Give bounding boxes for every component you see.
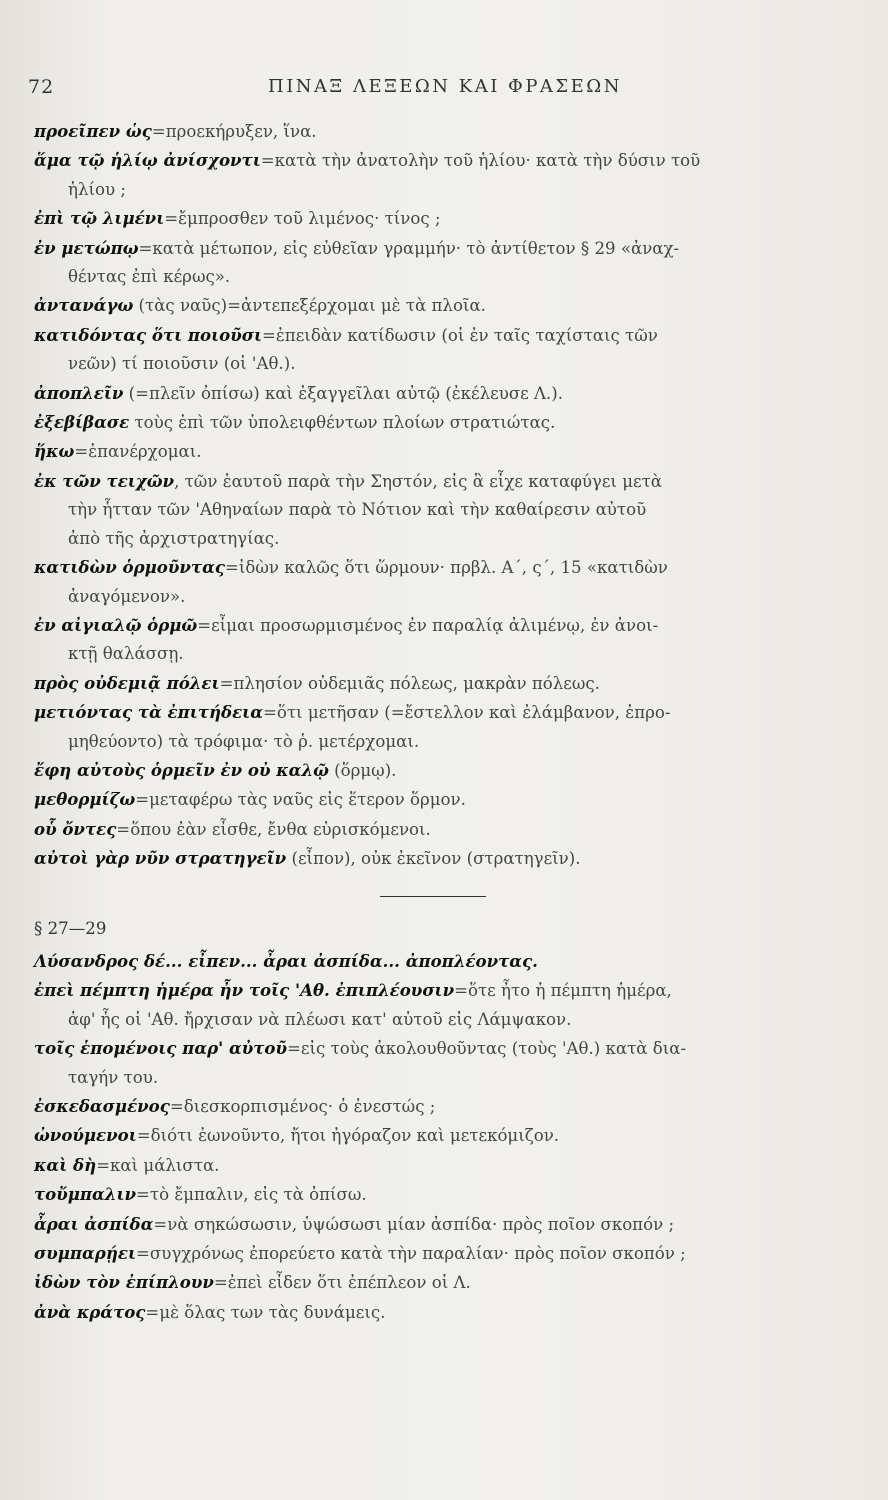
- glossary-line: [34, 640, 854, 668]
- glossary-definition: μηθεύοντο) τὰ τρόφιμα· τὸ ῥ. μετέρχομαι.: [68, 731, 420, 751]
- glossary-line: [34, 1121, 854, 1150]
- glossary-definition: =συγχρόνως ἐπορεύετο κατὰ τὴν παραλίαν· πρὸς ποῖον σκοπόν ;: [136, 1244, 686, 1264]
- glossary-definition: νεῶν) τί ποιοῦσιν (οἱ 'Αθ.).: [68, 354, 296, 374]
- glossary-lemma: ἰδὼν τὸν ἐπίπλουν: [34, 1272, 214, 1293]
- section-heading: § 27—29: [34, 918, 107, 938]
- glossary-definition: =ἐπεὶ εἶδεν ὅτι ἐπέπλεον οἱ Λ.: [213, 1273, 471, 1293]
- glossary-lemma: κατιδὼν ὁρμοῦντας: [34, 557, 225, 578]
- glossary-lemma: ἐπὶ τῷ λιμένι: [34, 208, 165, 229]
- glossary-lemma: ἀποπλεῖν: [34, 382, 124, 403]
- glossary-lemma: τοῖς ἑπομένοις παρ' αὐτοῦ: [34, 1038, 288, 1059]
- glossary-line: [34, 815, 854, 844]
- glossary-line: [34, 1180, 854, 1209]
- glossary-definition: =κατὰ μέτωπον, εἰς εὐθεῖαν γραμμήν· τὸ ἀντίθετον § 29 «ἀναχ-: [138, 238, 680, 258]
- glossary-definition: , τῶν ἑαυτοῦ παρὰ τὴν Σηστόν, εἰς ἃ εἶχε καταφύγει μετὰ: [174, 471, 662, 491]
- running-head: ΠΙΝΑΞ ΛΕΞΕΩΝ ΚΑΙ ΦΡΑΣΕΩΝ: [268, 76, 622, 97]
- glossary-definition: τοὺς ἐπὶ τῶν ὑπολειφθέντων πλοίων στρατιώτας.: [129, 413, 556, 433]
- glossary-body: [34, 117, 854, 1327]
- glossary-line: [34, 437, 854, 466]
- glossary-lemma: ἅμα τῷ ἡλίῳ ἀνίσχοντι: [34, 150, 261, 171]
- glossary-line: [34, 756, 854, 785]
- glossary-lemma: προεῖπεν ὡς: [34, 121, 152, 141]
- glossary-line: [34, 669, 854, 698]
- glossary-definition: =ἐπειδὰν κατίδωσιν (οἱ ἐν ταῖς ταχίσταις τῶν: [262, 325, 658, 345]
- glossary-lemma: αὐτοὶ γὰρ νῦν στρατηγεῖν: [34, 848, 287, 869]
- glossary-lemma: ἐπεὶ πέμπτη ἡμέρα ἦν τοῖς 'Αθ. ἐπιπλέουσιν: [34, 980, 455, 1001]
- glossary-line: [34, 408, 854, 437]
- page-number: 72: [28, 76, 55, 98]
- glossary-definition: =κατὰ τὴν ἀνατολὴν τοῦ ἡλίου· κατὰ τὴν δύσιν τοῦ: [260, 151, 701, 171]
- glossary-line: [34, 611, 854, 640]
- glossary-block-top: [34, 117, 854, 874]
- glossary-lemma: ἐν μετώπῳ: [34, 237, 139, 258]
- glossary-lemma: καὶ δὴ: [34, 1154, 97, 1175]
- glossary-line: [34, 1210, 854, 1239]
- glossary-definition: (εἶπον), οὐκ ἐκεῖνον (στρατηγεῖν).: [286, 849, 581, 869]
- glossary-definition: =ἰδὼν καλῶς ὅτι ὥρμουν· πρβλ. Α΄, ς΄, 15 «κατιδὼν: [224, 558, 668, 578]
- glossary-definition: =καὶ μάλιστα.: [96, 1155, 220, 1175]
- glossary-lemma: μεθορμίζω: [34, 789, 136, 810]
- glossary-definition: =μὲ ὅλας των τὰς δυνάμεις.: [145, 1302, 386, 1322]
- glossary-line: [34, 525, 854, 553]
- glossary-definition: =προεκήρυξεν, ἵνα.: [151, 122, 317, 141]
- glossary-line: [34, 1092, 854, 1121]
- glossary-line: [34, 263, 854, 291]
- glossary-definition: =πλησίον οὐδεμιᾶς πόλεως, μακρὰν πόλεως.: [219, 673, 600, 693]
- glossary-lemma: ἐν αἰγιαλῷ ὁρμῶ: [34, 614, 198, 635]
- glossary-definition: =ὅτι μετῆσαν (=ἔστελλον καὶ ἐλάμβανον, ἐπρο-: [262, 703, 671, 723]
- section-divider: [380, 896, 486, 897]
- glossary-block-bottom: [34, 947, 854, 1327]
- glossary-definition: =ἐπανέρχομαι.: [74, 442, 202, 462]
- glossary-definition: (τὰς ναῦς)=ἀντεπεξέρχομαι μὲ τὰ πλοῖα.: [133, 296, 486, 316]
- glossary-line: [34, 146, 854, 175]
- glossary-definition: ἡλίου ;: [68, 179, 126, 199]
- glossary-line: [34, 976, 854, 1005]
- glossary-definition: ταγήν του.: [68, 1067, 159, 1087]
- glossary-lemma: τοὔμπαλιν: [34, 1184, 136, 1205]
- glossary-definition: τὴν ἧτταν τῶν 'Αθηναίων παρὰ τὸ Νότιον καὶ τὴν καθαίρεσιν αὐτοῦ: [68, 500, 647, 520]
- glossary-definition: ἀπὸ τῆς ἀρχιστρατηγίας.: [68, 528, 280, 548]
- glossary-lemma: ἆραι ἀσπίδα: [34, 1213, 154, 1234]
- glossary-lemma: ἔφη αὐτοὺς ὁρμεῖν ἐν οὐ καλῷ: [34, 759, 329, 780]
- glossary-lemma: ἐξεβίβασε: [34, 412, 130, 433]
- glossary-definition: =νὰ σηκώσωσιν, ὑψώσωσι μίαν ἀσπίδα· πρὸς ποῖον σκοπόν ;: [153, 1214, 675, 1234]
- glossary-definition: ἀναγόμενον».: [68, 586, 186, 606]
- glossary-line: [34, 1268, 854, 1297]
- glossary-line: [34, 1298, 854, 1327]
- page-header: [28, 76, 848, 106]
- glossary-line: [34, 291, 854, 320]
- glossary-line: [34, 321, 854, 350]
- glossary-lemma: ἐσκεδασμένος: [34, 1096, 170, 1116]
- glossary-lemma: κατιδόντας ὅτι ποιοῦσι: [34, 324, 262, 345]
- glossary-lemma: ἀνὰ κράτος: [34, 1301, 146, 1322]
- glossary-lemma: Λύσανδρος δέ... εἶπεν... ἆραι ἀσπίδα... ἀποπλέοντας.: [34, 950, 538, 971]
- glossary-definition: (=πλεῖν ὀπίσω) καὶ ἐξαγγεῖλαι αὐτῷ (ἐκέλευσε Λ.).: [123, 383, 564, 403]
- glossary-definition: =ὅπου ἐὰν εἶσθε, ἔνθα εὑρισκόμενοι.: [116, 819, 431, 839]
- glossary-line: [34, 350, 854, 378]
- glossary-definition: (ὅρμῳ).: [328, 760, 397, 780]
- glossary-line: [34, 1151, 854, 1180]
- glossary-line: [34, 204, 854, 233]
- glossary-definition: =ἔμπροσθεν τοῦ λιμένος· τίνος ;: [164, 209, 441, 229]
- glossary-definition: θέντας ἐπὶ κέρως».: [68, 267, 231, 287]
- glossary-definition: =διεσκορπισμένος· ὁ ἐνεστώς ;: [169, 1097, 436, 1116]
- glossary-line: [34, 698, 854, 727]
- glossary-lemma: μετιόντας τὰ ἐπιτήδεια: [34, 702, 263, 723]
- glossary-line: [34, 467, 854, 496]
- glossary-definition: ἀφ' ἧς οἱ 'Αθ. ἤρχισαν νὰ πλέωσι κατ' αὐτοῦ εἰς Λάμψακον.: [68, 1009, 572, 1029]
- glossary-line: [34, 583, 854, 611]
- glossary-lemma: οὗ ὄντες: [34, 818, 117, 839]
- glossary-definition: =εἰς τοὺς ἀκολουθοῦντας (τοὺς 'Αθ.) κατὰ δια-: [287, 1039, 687, 1059]
- glossary-lemma: συμπαρῄει: [34, 1243, 137, 1264]
- glossary-lemma: ἥκω: [34, 441, 75, 462]
- glossary-lemma: ἐκ τῶν τειχῶν: [34, 470, 175, 491]
- glossary-line: [34, 1034, 854, 1063]
- glossary-line: [34, 728, 854, 756]
- glossary-line: [34, 1006, 854, 1034]
- glossary-line: [34, 234, 854, 263]
- glossary-definition: =ὅτε ἦτο ἡ πέμπτη ἡμέρα,: [454, 981, 672, 1001]
- glossary-definition: =εἶμαι προσωρμισμένος ἐν παραλίᾳ ἀλιμένῳ, ἐν ἀνοι-: [197, 615, 659, 635]
- glossary-lemma: πρὸς οὐδεμιᾷ πόλει: [34, 672, 220, 693]
- glossary-line: [34, 947, 854, 976]
- glossary-line: [34, 496, 854, 524]
- glossary-line: [34, 844, 854, 873]
- glossary-definition: =μεταφέρω τὰς ναῦς εἰς ἕτερον ὅρμον.: [135, 790, 466, 810]
- glossary-definition: =τὸ ἔμπαλιν, εἰς τὰ ὀπίσω.: [136, 1185, 367, 1205]
- glossary-lemma: ἀντανάγω: [34, 295, 134, 316]
- glossary-line: [34, 379, 854, 408]
- glossary-line: [34, 176, 854, 204]
- glossary-line: [34, 117, 854, 146]
- glossary-line: [34, 553, 854, 582]
- glossary-line: [34, 1064, 854, 1092]
- glossary-line: [34, 1239, 854, 1268]
- glossary-definition: =διότι ἐωνοῦντο, ἤτοι ἠγόραζον καὶ μετεκόμιζον.: [136, 1126, 560, 1146]
- glossary-line: [34, 785, 854, 814]
- glossary-lemma: ὠνούμενοι: [34, 1125, 137, 1146]
- glossary-definition: κτῇ θαλάσσῃ.: [68, 644, 184, 664]
